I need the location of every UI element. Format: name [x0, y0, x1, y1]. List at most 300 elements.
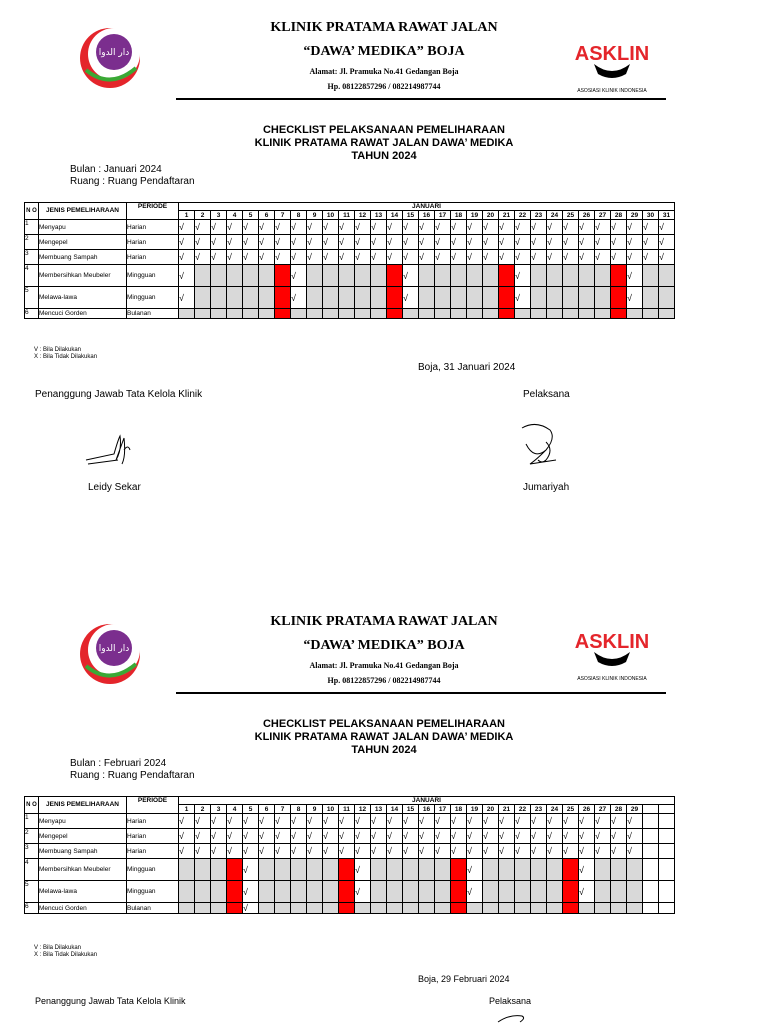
day-cell: [419, 287, 435, 309]
day-cell-done: √: [243, 220, 259, 235]
day-cell-done: √: [499, 829, 515, 844]
day-cell: [451, 309, 467, 319]
left-signature: [84, 430, 144, 470]
table-row: [25, 235, 675, 250]
day-cell-done: √: [243, 881, 259, 903]
day-cell: [323, 309, 339, 319]
day-cell-done: √: [659, 235, 675, 250]
day-cell: [211, 287, 227, 309]
day-header: [643, 805, 659, 814]
day-cell: [547, 265, 563, 287]
day-cell-done: √: [483, 814, 499, 829]
row-period: Harian: [127, 844, 179, 859]
day-cell-done: √: [227, 814, 243, 829]
table-row: [25, 309, 675, 319]
day-cell-done: √: [515, 287, 531, 309]
day-cell-done: √: [403, 814, 419, 829]
day-cell-missed: [227, 859, 243, 881]
table-row: [25, 903, 675, 914]
day-header: 11: [339, 805, 355, 814]
day-cell: [659, 903, 675, 914]
day-cell-done: √: [387, 250, 403, 265]
day-cell: [499, 881, 515, 903]
day-cell-done: √: [211, 250, 227, 265]
day-cell-done: √: [355, 250, 371, 265]
clinic-phone: Hp. 08122857296 / 082214987744: [327, 676, 441, 685]
day-header: 11: [339, 211, 355, 220]
day-header: 25: [563, 211, 579, 220]
col-no: N O: [25, 797, 39, 814]
legend-done: V : Bila Dilakukan: [34, 347, 82, 353]
day-cell-done: √: [499, 814, 515, 829]
day-cell-missed: [339, 859, 355, 881]
table-row: [25, 220, 675, 235]
doc-title-2: KLINIK PRATAMA RAWAT JALAN DAWA’ MEDIKA: [254, 137, 514, 149]
day-cell-done: √: [355, 814, 371, 829]
day-cell: [531, 881, 547, 903]
day-cell-done: √: [275, 814, 291, 829]
day-cell-done: √: [179, 250, 195, 265]
day-cell-done: √: [323, 829, 339, 844]
day-cell-done: √: [323, 235, 339, 250]
day-cell: [547, 881, 563, 903]
day-header: 24: [547, 211, 563, 220]
day-cell: [275, 903, 291, 914]
checklist-february: [0, 596, 768, 1024]
day-cell-done: √: [467, 235, 483, 250]
row-period: Harian: [127, 250, 179, 265]
row-number: 3: [25, 844, 39, 859]
day-cell-done: √: [483, 844, 499, 859]
day-cell: [371, 903, 387, 914]
row-task: Membuang Sampah: [39, 250, 127, 265]
day-header: 21: [499, 805, 515, 814]
day-cell: [435, 881, 451, 903]
row-period: Bulanan: [127, 903, 179, 914]
day-cell-done: √: [179, 814, 195, 829]
day-cell-done: √: [307, 235, 323, 250]
day-cell: [179, 309, 195, 319]
day-cell-done: √: [227, 220, 243, 235]
day-cell: [467, 903, 483, 914]
day-header: 8: [291, 211, 307, 220]
day-header: 18: [451, 211, 467, 220]
day-header: 27: [595, 805, 611, 814]
day-cell: [611, 859, 627, 881]
day-cell-missed: [275, 309, 291, 319]
day-cell: [579, 903, 595, 914]
day-cell-done: √: [211, 844, 227, 859]
day-cell: [627, 859, 643, 881]
day-cell: [291, 903, 307, 914]
day-header: 9: [307, 805, 323, 814]
table-row: [25, 881, 675, 903]
day-cell: [195, 265, 211, 287]
day-cell-done: √: [259, 829, 275, 844]
day-cell: [211, 265, 227, 287]
day-cell-done: √: [387, 235, 403, 250]
day-cell: [547, 859, 563, 881]
day-cell-done: √: [227, 829, 243, 844]
day-cell-done: √: [275, 844, 291, 859]
day-cell: [515, 903, 531, 914]
day-cell: [627, 309, 643, 319]
day-cell-done: √: [243, 844, 259, 859]
day-cell-done: √: [355, 859, 371, 881]
row-number: 2: [25, 235, 39, 250]
day-cell-missed: [387, 309, 403, 319]
month-header: JANUARI: [179, 797, 675, 805]
day-cell-done: √: [371, 250, 387, 265]
day-cell-done: √: [291, 287, 307, 309]
day-header: 27: [595, 211, 611, 220]
row-task: Mencuci Gorden: [39, 903, 127, 914]
day-cell: [659, 814, 675, 829]
day-cell-done: √: [499, 235, 515, 250]
day-header: 15: [403, 211, 419, 220]
col-jenis: JENIS PEMELIHARAAN: [39, 797, 127, 814]
day-cell: [307, 265, 323, 287]
day-cell: [499, 903, 515, 914]
day-cell-done: √: [339, 235, 355, 250]
day-cell-done: √: [179, 235, 195, 250]
day-cell: [515, 881, 531, 903]
day-cell: [371, 309, 387, 319]
day-cell-missed: [499, 265, 515, 287]
day-cell-done: √: [339, 250, 355, 265]
day-cell-done: √: [355, 235, 371, 250]
day-header: 22: [515, 805, 531, 814]
day-cell-done: √: [435, 814, 451, 829]
row-task: Mencuci Gorden: [39, 309, 127, 319]
day-cell: [483, 287, 499, 309]
day-cell-done: √: [403, 829, 419, 844]
day-cell: [547, 287, 563, 309]
day-cell: [643, 844, 659, 859]
row-task: Membuang Sampah: [39, 844, 127, 859]
day-header: 16: [419, 805, 435, 814]
day-cell: [323, 287, 339, 309]
day-cell-done: √: [403, 250, 419, 265]
row-number: 2: [25, 829, 39, 844]
day-cell-done: √: [371, 220, 387, 235]
day-cell-done: √: [291, 250, 307, 265]
day-cell: [579, 287, 595, 309]
day-cell-done: √: [627, 235, 643, 250]
clinic-address: Alamat: Jl. Pramuka No.41 Gedangan Boja: [309, 661, 459, 670]
day-cell-done: √: [275, 235, 291, 250]
day-cell-done: √: [515, 844, 531, 859]
day-header: 28: [611, 805, 627, 814]
day-cell: [371, 265, 387, 287]
day-cell: [595, 903, 611, 914]
day-cell-done: √: [259, 235, 275, 250]
day-header: 6: [259, 805, 275, 814]
day-cell-done: √: [243, 814, 259, 829]
day-cell-done: √: [387, 844, 403, 859]
day-cell-done: √: [611, 814, 627, 829]
day-cell-done: √: [211, 829, 227, 844]
day-cell: [579, 265, 595, 287]
day-cell: [291, 309, 307, 319]
day-cell-done: √: [371, 829, 387, 844]
day-cell-done: √: [227, 235, 243, 250]
legend-done: V : Bila Dilakukan: [34, 945, 82, 951]
day-cell-done: √: [435, 829, 451, 844]
clinic-phone: Hp. 08122857296 / 082214987744: [327, 82, 441, 91]
right-signature: [496, 1012, 536, 1024]
day-cell: [531, 287, 547, 309]
day-cell: [419, 265, 435, 287]
day-cell: [179, 881, 195, 903]
day-header: 3: [211, 211, 227, 220]
day-cell: [419, 881, 435, 903]
row-number: 5: [25, 881, 39, 903]
day-cell: [195, 287, 211, 309]
room-label: Ruang : Ruang Pendaftaran: [70, 770, 195, 781]
row-period: Bulanan: [127, 309, 179, 319]
day-cell-done: √: [467, 829, 483, 844]
row-number: 6: [25, 903, 39, 914]
day-cell-done: √: [579, 220, 595, 235]
day-cell-done: √: [627, 814, 643, 829]
day-cell-done: √: [627, 265, 643, 287]
day-cell-done: √: [227, 250, 243, 265]
day-cell: [387, 903, 403, 914]
day-header: 21: [499, 211, 515, 220]
day-cell-done: √: [547, 235, 563, 250]
day-cell-done: √: [451, 844, 467, 859]
day-cell-done: √: [291, 829, 307, 844]
table-row: [25, 265, 675, 287]
day-cell-done: √: [419, 220, 435, 235]
row-period: Harian: [127, 220, 179, 235]
row-task: Menyapu: [39, 814, 127, 829]
day-cell-done: √: [179, 287, 195, 309]
day-cell: [339, 287, 355, 309]
day-cell-done: √: [531, 235, 547, 250]
day-cell: [659, 844, 675, 859]
svg-text:ASOSIASI KLINIK INDONESIA: ASOSIASI KLINIK INDONESIA: [577, 676, 647, 682]
left-signer-name: Leidy Sekar: [88, 482, 141, 493]
day-cell: [643, 829, 659, 844]
day-header: 19: [467, 805, 483, 814]
day-cell: [531, 903, 547, 914]
day-cell: [643, 903, 659, 914]
day-cell-done: √: [179, 829, 195, 844]
day-cell-done: √: [531, 829, 547, 844]
day-cell: [563, 309, 579, 319]
day-cell-done: √: [307, 829, 323, 844]
day-cell-missed: [499, 287, 515, 309]
day-cell-done: √: [435, 844, 451, 859]
month-label: Bulan : Januari 2024: [70, 164, 162, 175]
day-cell: [419, 859, 435, 881]
day-cell-done: √: [323, 220, 339, 235]
day-cell-done: √: [387, 814, 403, 829]
day-cell: [195, 881, 211, 903]
day-cell: [435, 287, 451, 309]
row-period: Mingguan: [127, 881, 179, 903]
day-header: 2: [195, 211, 211, 220]
day-cell-done: √: [435, 250, 451, 265]
day-header: 14: [387, 805, 403, 814]
day-cell: [387, 859, 403, 881]
day-header: 5: [243, 211, 259, 220]
day-cell-done: √: [275, 829, 291, 844]
clinic-address: Alamat: Jl. Pramuka No.41 Gedangan Boja: [309, 67, 459, 76]
day-cell-done: √: [451, 220, 467, 235]
day-cell-done: √: [243, 829, 259, 844]
day-cell-done: √: [563, 844, 579, 859]
day-cell: [419, 903, 435, 914]
day-cell-done: √: [643, 250, 659, 265]
day-cell-done: √: [419, 829, 435, 844]
row-number: 1: [25, 220, 39, 235]
row-number: 4: [25, 859, 39, 881]
day-cell-done: √: [403, 844, 419, 859]
day-header: [659, 805, 675, 814]
day-header: 23: [531, 211, 547, 220]
day-cell-done: √: [291, 265, 307, 287]
day-header: 15: [403, 805, 419, 814]
day-cell-done: √: [563, 220, 579, 235]
day-cell-done: √: [403, 287, 419, 309]
day-cell-done: √: [515, 235, 531, 250]
day-cell: [579, 309, 595, 319]
legend: [34, 347, 97, 361]
day-cell-done: √: [387, 220, 403, 235]
day-cell-done: √: [595, 844, 611, 859]
doc-title-3: TAHUN 2024: [351, 744, 417, 756]
day-cell: [483, 309, 499, 319]
day-cell-done: √: [611, 250, 627, 265]
day-cell-done: √: [547, 220, 563, 235]
day-cell-done: √: [371, 844, 387, 859]
day-cell-done: √: [275, 250, 291, 265]
day-cell-done: √: [307, 220, 323, 235]
day-cell: [403, 309, 419, 319]
day-cell: [611, 903, 627, 914]
day-cell: [467, 287, 483, 309]
day-cell-missed: [563, 859, 579, 881]
day-cell-done: √: [659, 220, 675, 235]
day-cell: [435, 903, 451, 914]
day-cell-done: √: [595, 829, 611, 844]
col-no: N O: [25, 203, 39, 220]
day-header: 29: [627, 805, 643, 814]
day-cell: [595, 881, 611, 903]
day-cell-missed: [339, 881, 355, 903]
header-divider: [176, 692, 666, 694]
day-header: 10: [323, 211, 339, 220]
day-cell-done: √: [531, 844, 547, 859]
day-cell: [563, 265, 579, 287]
day-cell: [467, 309, 483, 319]
place-date: Boja, 29 Februari 2024: [418, 974, 510, 984]
day-cell-done: √: [291, 235, 307, 250]
day-cell-done: √: [259, 250, 275, 265]
day-header: 4: [227, 805, 243, 814]
day-cell: [627, 903, 643, 914]
day-cell-done: √: [611, 844, 627, 859]
day-cell-done: √: [211, 814, 227, 829]
day-header: 17: [435, 805, 451, 814]
day-cell-done: √: [387, 829, 403, 844]
header-divider: [176, 98, 666, 100]
right-role: Pelaksana: [489, 996, 532, 1006]
day-cell: [307, 309, 323, 319]
day-cell-missed: [451, 903, 467, 914]
day-header: 2: [195, 805, 211, 814]
day-cell-done: √: [515, 265, 531, 287]
day-cell: [243, 265, 259, 287]
day-cell: [211, 903, 227, 914]
day-cell-missed: [451, 881, 467, 903]
asklin-logo: [566, 30, 658, 102]
day-cell-done: √: [515, 220, 531, 235]
row-number: 5: [25, 287, 39, 309]
day-cell: [483, 903, 499, 914]
col-periode: PERIODE: [127, 203, 179, 220]
day-cell: [275, 881, 291, 903]
day-cell: [371, 881, 387, 903]
day-header: 31: [659, 211, 675, 220]
day-cell-done: √: [307, 844, 323, 859]
day-cell-done: √: [467, 250, 483, 265]
day-cell: [467, 265, 483, 287]
day-cell: [595, 265, 611, 287]
day-cell-done: √: [339, 814, 355, 829]
day-cell-done: √: [627, 844, 643, 859]
day-cell: [403, 881, 419, 903]
doc-title-1: CHECKLIST PELAKSANAAN PEMELIHARAAN: [262, 718, 505, 730]
day-cell: [403, 903, 419, 914]
day-cell: [451, 265, 467, 287]
day-header: 18: [451, 805, 467, 814]
day-cell-missed: [339, 903, 355, 914]
day-cell-done: √: [339, 844, 355, 859]
day-header: 13: [371, 211, 387, 220]
day-cell-done: √: [563, 250, 579, 265]
day-cell-done: √: [419, 814, 435, 829]
day-header: 5: [243, 805, 259, 814]
day-cell: [355, 309, 371, 319]
day-cell: [515, 859, 531, 881]
day-cell-done: √: [195, 814, 211, 829]
day-cell-done: √: [403, 220, 419, 235]
day-cell-done: √: [211, 220, 227, 235]
day-cell: [435, 309, 451, 319]
day-cell-done: √: [499, 250, 515, 265]
row-task: Melawa-lawa: [39, 881, 127, 903]
col-jenis: JENIS PEMELIHARAAN: [39, 203, 127, 220]
day-cell: [563, 287, 579, 309]
row-period: Harian: [127, 814, 179, 829]
day-cell-done: √: [467, 220, 483, 235]
day-header: 4: [227, 211, 243, 220]
day-cell-done: √: [467, 814, 483, 829]
day-cell: [643, 859, 659, 881]
row-task: Membersihkan Meubeler: [39, 265, 127, 287]
day-header: 28: [611, 211, 627, 220]
maintenance-table: [24, 796, 675, 914]
clinic-subtitle: “DAWA’ MEDIKA” BOJA: [303, 638, 465, 653]
month-label: Bulan : Februari 2024: [70, 758, 167, 769]
row-task: Menyapu: [39, 220, 127, 235]
day-header: 9: [307, 211, 323, 220]
day-cell: [259, 859, 275, 881]
